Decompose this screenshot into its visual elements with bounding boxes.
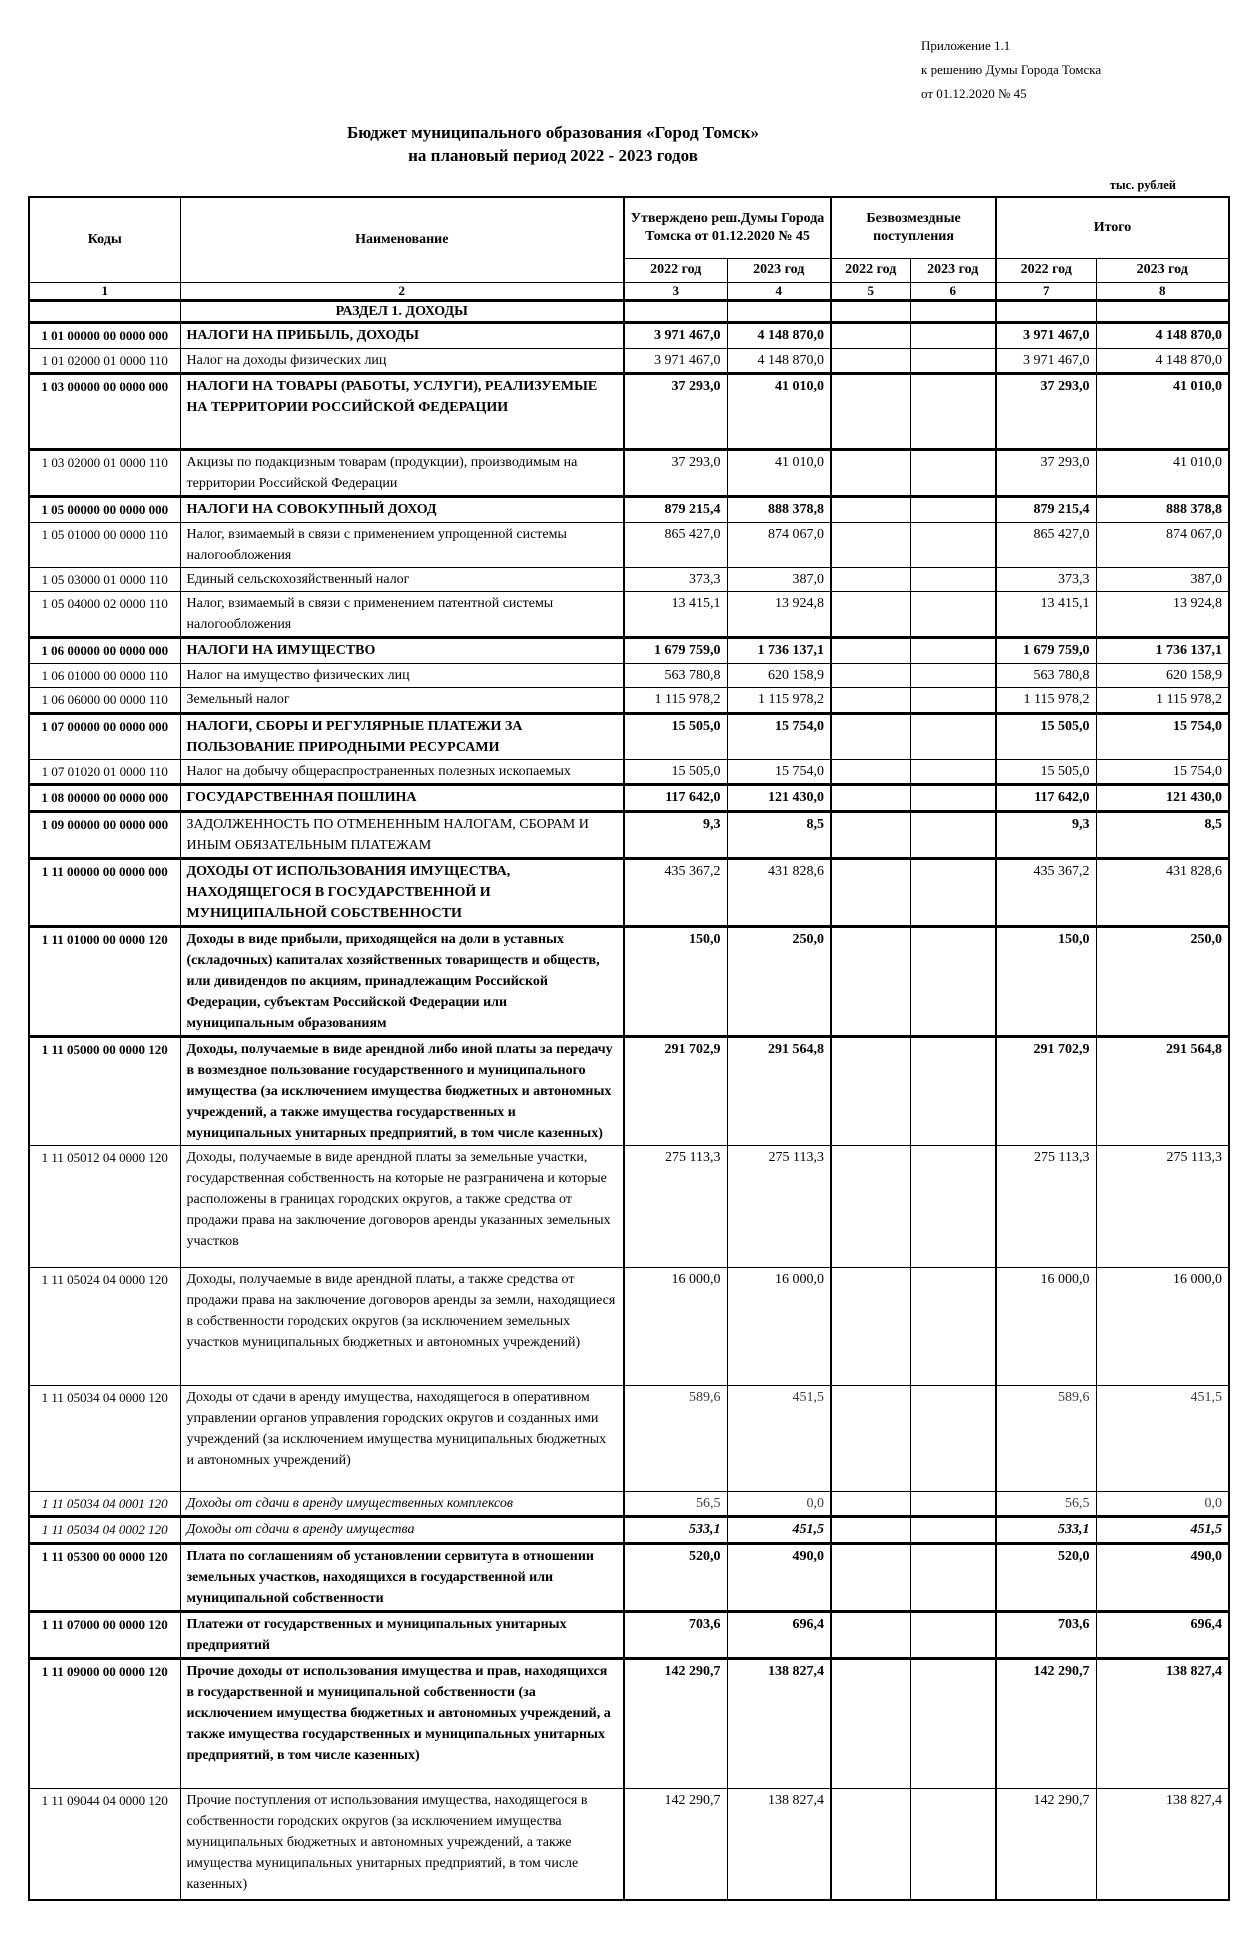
table-row	[29, 858, 1229, 926]
total-2022-cell: 37 293,0	[996, 374, 1096, 450]
total-2023-cell: 888 378,8	[1096, 497, 1229, 523]
gratuitous-2022-cell	[831, 1491, 910, 1517]
approved-2022-cell: 1 115 978,2	[624, 688, 727, 714]
total-2022-cell: 142 290,7	[996, 1788, 1096, 1900]
table-row	[29, 785, 1229, 812]
gratuitous-2022-cell	[831, 1543, 910, 1611]
gratuitous-2023-cell	[910, 1385, 996, 1491]
name-cell: НАЛОГИ НА ТОВАРЫ (РАБОТЫ, УСЛУГИ), РЕАЛИЗУЕМЫЕ НА ТЕРРИТОРИИ РОССИЙСКОЙ ФЕДЕРАЦИИ	[180, 374, 624, 450]
table-row	[29, 638, 1229, 664]
header-name: Наименование	[180, 197, 624, 282]
total-2023-cell: 15 754,0	[1096, 759, 1229, 785]
name-cell: Единый сельскохозяйственный налог	[180, 567, 624, 592]
total-2022-cell: 291 702,9	[996, 1036, 1096, 1145]
total-2023-cell	[1096, 300, 1229, 323]
table-row	[29, 374, 1229, 450]
approved-2023-cell: 15 754,0	[727, 759, 831, 785]
gratuitous-2023-cell	[910, 811, 996, 858]
code-cell: 1 11 00000 00 0000 000	[29, 858, 180, 926]
budget-table	[28, 196, 1230, 1901]
table-row	[29, 1036, 1229, 1145]
document-title-line2: на плановый период 2022 - 2023 годов	[408, 145, 698, 165]
gratuitous-2023-cell	[910, 592, 996, 638]
approved-2022-cell: 117 642,0	[624, 785, 727, 812]
approved-2023-cell: 4 148 870,0	[727, 323, 831, 349]
approved-2023-cell: 4 148 870,0	[727, 348, 831, 374]
gratuitous-2022-cell	[831, 348, 910, 374]
name-cell: ГОСУДАРСТВЕННАЯ ПОШЛИНА	[180, 785, 624, 812]
approved-2022-cell: 291 702,9	[624, 1036, 727, 1145]
gratuitous-2023-cell	[910, 1517, 996, 1544]
total-2022-cell: 3 971 467,0	[996, 323, 1096, 349]
gratuitous-2023-cell	[910, 348, 996, 374]
total-2023-cell: 16 000,0	[1096, 1267, 1229, 1385]
total-2022-cell: 563 780,8	[996, 663, 1096, 688]
table-row	[29, 1491, 1229, 1517]
approved-2023-cell: 41 010,0	[727, 374, 831, 450]
approved-2022-cell: 589,6	[624, 1385, 727, 1491]
code-cell: 1 05 04000 02 0000 110	[29, 592, 180, 638]
total-2023-cell: 4 148 870,0	[1096, 348, 1229, 374]
gratuitous-2023-cell	[910, 663, 996, 688]
table-row	[29, 811, 1229, 858]
code-cell: 1 11 05034 04 0001 120	[29, 1491, 180, 1517]
code-cell	[29, 300, 180, 323]
code-cell: 1 07 00000 00 0000 000	[29, 713, 180, 759]
approved-2023-cell: 291 564,8	[727, 1036, 831, 1145]
total-2023-cell: 15 754,0	[1096, 713, 1229, 759]
approved-2023-cell: 121 430,0	[727, 785, 831, 812]
total-2023-cell: 275 113,3	[1096, 1145, 1229, 1267]
gratuitous-2023-cell	[910, 1788, 996, 1900]
approved-2023-cell: 387,0	[727, 567, 831, 592]
approved-2023-cell: 490,0	[727, 1543, 831, 1611]
gratuitous-2023-cell	[910, 497, 996, 523]
total-2022-cell	[996, 300, 1096, 323]
total-2023-cell: 121 430,0	[1096, 785, 1229, 812]
code-cell: 1 06 01000 00 0000 110	[29, 663, 180, 688]
gratuitous-2022-cell	[831, 497, 910, 523]
column-number: 4	[727, 282, 831, 300]
name-cell: НАЛОГИ НА ПРИБЫЛЬ, ДОХОДЫ	[180, 323, 624, 349]
column-number: 7	[996, 282, 1096, 300]
approved-2023-cell: 888 378,8	[727, 497, 831, 523]
table-row	[29, 348, 1229, 374]
column-number: 2	[180, 282, 624, 300]
name-cell: ЗАДОЛЖЕННОСТЬ ПО ОТМЕНЕННЫМ НАЛОГАМ, СБОРАМ И ИНЫМ ОБЯЗАТЕЛЬНЫМ ПЛАТЕЖАМ	[180, 811, 624, 858]
name-cell: Налог, взимаемый в связи с применением упрощенной системы налогообложения	[180, 522, 624, 567]
gratuitous-2022-cell	[831, 811, 910, 858]
document-title	[28, 122, 1078, 168]
gratuitous-2023-cell	[910, 1658, 996, 1788]
approved-2022-cell	[624, 300, 727, 323]
code-cell: 1 11 01000 00 0000 120	[29, 926, 180, 1036]
approved-2022-cell: 15 505,0	[624, 713, 727, 759]
total-2022-cell: 520,0	[996, 1543, 1096, 1611]
approved-2023-cell: 1 115 978,2	[727, 688, 831, 714]
approved-2022-cell: 150,0	[624, 926, 727, 1036]
gratuitous-2023-cell	[910, 785, 996, 812]
code-cell: 1 11 09044 04 0000 120	[29, 1788, 180, 1900]
approved-2022-cell: 142 290,7	[624, 1788, 727, 1900]
total-2023-cell: 4 148 870,0	[1096, 323, 1229, 349]
table-row	[29, 1543, 1229, 1611]
approved-2023-cell	[727, 300, 831, 323]
name-cell: НАЛОГИ, СБОРЫ И РЕГУЛЯРНЫЕ ПЛАТЕЖИ ЗА ПОЛЬЗОВАНИЕ ПРИРОДНЫМИ РЕСУРСАМИ	[180, 713, 624, 759]
total-2022-cell: 13 415,1	[996, 592, 1096, 638]
gratuitous-2022-cell	[831, 1145, 910, 1267]
name-cell: Прочие поступления от использования имущества, находящегося в собственности городских округов (за исключением имущества муниципальных бюджетных и автономных учреждений, а также имущества муниципальных унитарных предприятий, в том числе казенных)	[180, 1788, 624, 1900]
table-row	[29, 713, 1229, 759]
approved-2022-cell: 275 113,3	[624, 1145, 727, 1267]
gratuitous-2022-cell	[831, 688, 910, 714]
total-2023-cell: 8,5	[1096, 811, 1229, 858]
total-2022-cell: 865 427,0	[996, 522, 1096, 567]
approved-2022-cell: 703,6	[624, 1611, 727, 1658]
total-2022-cell: 1 679 759,0	[996, 638, 1096, 664]
table-row	[29, 1517, 1229, 1544]
name-cell: Доходы, получаемые в виде арендной платы за земельные участки, государственная собственность на которые не разграничена и которые расположены в границах городских округов, а также средства от продажи права на заключение договоров аренды указанных земельных участков	[180, 1145, 624, 1267]
gratuitous-2022-cell	[831, 592, 910, 638]
code-cell: 1 11 05034 04 0000 120	[29, 1385, 180, 1491]
approved-2023-cell: 41 010,0	[727, 450, 831, 497]
total-2022-cell: 3 971 467,0	[996, 348, 1096, 374]
gratuitous-2022-cell	[831, 713, 910, 759]
total-2023-cell: 1 115 978,2	[1096, 688, 1229, 714]
table-row	[29, 592, 1229, 638]
table-row	[29, 323, 1229, 349]
total-2022-cell: 9,3	[996, 811, 1096, 858]
name-cell: Доходы в виде прибыли, приходящейся на доли в уставных (складочных) капиталах хозяйственных товариществ и обществ, или дивидендов по акциям, принадлежащим Российской Федерации, субъектам Российской Федерации или муниципальным образованиям	[180, 926, 624, 1036]
approved-2022-cell: 435 367,2	[624, 858, 727, 926]
header-total-group: Итого	[996, 197, 1229, 259]
gratuitous-2023-cell	[910, 450, 996, 497]
code-cell: 1 11 07000 00 0000 120	[29, 1611, 180, 1658]
name-cell: Налог, взимаемый в связи с применением патентной системы налогообложения	[180, 592, 624, 638]
total-2022-cell: 150,0	[996, 926, 1096, 1036]
header-gratuitous-group: Безвозмездные поступления	[831, 197, 996, 259]
name-cell: Акцизы по подакцизным товарам (продукции), производимым на территории Российской Федерации	[180, 450, 624, 497]
total-2022-cell: 15 505,0	[996, 713, 1096, 759]
approved-2023-cell: 874 067,0	[727, 522, 831, 567]
gratuitous-2023-cell	[910, 567, 996, 592]
total-2023-cell: 431 828,6	[1096, 858, 1229, 926]
name-cell: Налог на имущество физических лиц	[180, 663, 624, 688]
approved-2022-cell: 15 505,0	[624, 759, 727, 785]
total-2022-cell: 373,3	[996, 567, 1096, 592]
total-2022-cell: 117 642,0	[996, 785, 1096, 812]
gratuitous-2023-cell	[910, 374, 996, 450]
gratuitous-2022-cell	[831, 759, 910, 785]
gratuitous-2023-cell	[910, 1543, 996, 1611]
approved-2023-cell: 620 158,9	[727, 663, 831, 688]
section-title: РАЗДЕЛ 1. ДОХОДЫ	[180, 300, 624, 323]
code-cell: 1 06 00000 00 0000 000	[29, 638, 180, 664]
total-2022-cell: 15 505,0	[996, 759, 1096, 785]
units-note: тыс. рублей	[1109, 177, 1176, 192]
approved-2022-cell: 533,1	[624, 1517, 727, 1544]
column-number: 8	[1096, 282, 1229, 300]
code-cell: 1 01 02000 01 0000 110	[29, 348, 180, 374]
column-number: 1	[29, 282, 180, 300]
code-cell: 1 11 05024 04 0000 120	[29, 1267, 180, 1385]
total-2023-cell: 138 827,4	[1096, 1658, 1229, 1788]
total-2023-cell: 138 827,4	[1096, 1788, 1229, 1900]
gratuitous-2023-cell	[910, 1036, 996, 1145]
code-cell: 1 01 00000 00 0000 000	[29, 323, 180, 349]
approved-2023-cell: 275 113,3	[727, 1145, 831, 1267]
table-row	[29, 759, 1229, 785]
gratuitous-2023-cell	[910, 688, 996, 714]
appendix-note-line: Приложение 1.1	[921, 38, 1011, 53]
gratuitous-2023-cell	[910, 522, 996, 567]
section-row	[29, 300, 1229, 323]
approved-2023-cell: 0,0	[727, 1491, 831, 1517]
table-row	[29, 1788, 1229, 1900]
approved-2022-cell: 37 293,0	[624, 450, 727, 497]
name-cell: Доходы от сдачи в аренду имущества	[180, 1517, 624, 1544]
header-codes: Коды	[29, 197, 180, 282]
gratuitous-2022-cell	[831, 1611, 910, 1658]
gratuitous-2022-cell	[831, 300, 910, 323]
approved-2022-cell: 563 780,8	[624, 663, 727, 688]
code-cell: 1 07 01020 01 0000 110	[29, 759, 180, 785]
table-row	[29, 663, 1229, 688]
code-cell: 1 03 02000 01 0000 110	[29, 450, 180, 497]
appendix-note-line: к решению Думы Города Томска	[921, 62, 1102, 77]
gratuitous-2022-cell	[831, 567, 910, 592]
approved-2022-cell: 9,3	[624, 811, 727, 858]
name-cell: Доходы от сдачи в аренду имущества, находящегося в оперативном управлении органов управления городских округов и созданных ими учреждений (за исключением имущества муниципальных бюджетных и автономных учреждений)	[180, 1385, 624, 1491]
name-cell: Налог на добычу общераспространенных полезных ископаемых	[180, 759, 624, 785]
code-cell: 1 11 05034 04 0002 120	[29, 1517, 180, 1544]
total-2023-cell: 620 158,9	[1096, 663, 1229, 688]
total-2022-cell: 275 113,3	[996, 1145, 1096, 1267]
approved-2022-cell: 1 679 759,0	[624, 638, 727, 664]
approved-2023-cell: 1 736 137,1	[727, 638, 831, 664]
code-cell: 1 05 01000 00 0000 110	[29, 522, 180, 567]
table-row	[29, 522, 1229, 567]
table-row	[29, 497, 1229, 523]
name-cell: Земельный налог	[180, 688, 624, 714]
gratuitous-2022-cell	[831, 1788, 910, 1900]
name-cell: НАЛОГИ НА ИМУЩЕСТВО	[180, 638, 624, 664]
gratuitous-2023-cell	[910, 638, 996, 664]
gratuitous-2022-cell	[831, 323, 910, 349]
header-year-total-2023: 2023 год	[1096, 259, 1229, 282]
document-title-line1: Бюджет муниципального образования «Город Томск»	[347, 123, 759, 142]
approved-2023-cell: 250,0	[727, 926, 831, 1036]
total-2022-cell: 56,5	[996, 1491, 1096, 1517]
code-cell: 1 11 05300 00 0000 120	[29, 1543, 180, 1611]
code-cell: 1 05 00000 00 0000 000	[29, 497, 180, 523]
gratuitous-2023-cell	[910, 858, 996, 926]
approved-2023-cell: 696,4	[727, 1611, 831, 1658]
gratuitous-2023-cell	[910, 713, 996, 759]
approved-2022-cell: 865 427,0	[624, 522, 727, 567]
total-2022-cell: 1 115 978,2	[996, 688, 1096, 714]
column-number: 5	[831, 282, 910, 300]
total-2022-cell: 533,1	[996, 1517, 1096, 1544]
code-cell: 1 11 05000 00 0000 120	[29, 1036, 180, 1145]
name-cell: Прочие доходы от использования имущества и прав, находящихся в государственной и муниципальной собственности (за исключением имущества бюджетных и автономных учреждений, а также имущества государственных и муниципальных унитарных предприятий, в том числе казенных)	[180, 1658, 624, 1788]
table-row	[29, 1658, 1229, 1788]
gratuitous-2022-cell	[831, 522, 910, 567]
approved-2022-cell: 142 290,7	[624, 1658, 727, 1788]
gratuitous-2022-cell	[831, 1036, 910, 1145]
total-2023-cell: 291 564,8	[1096, 1036, 1229, 1145]
appendix-note	[921, 34, 1230, 106]
total-2023-cell: 0,0	[1096, 1491, 1229, 1517]
header-year-gratuitous-2023: 2023 год	[910, 259, 996, 282]
total-2023-cell: 451,5	[1096, 1517, 1229, 1544]
total-2023-cell: 490,0	[1096, 1543, 1229, 1611]
gratuitous-2022-cell	[831, 785, 910, 812]
column-number: 3	[624, 282, 727, 300]
code-cell: 1 09 00000 00 0000 000	[29, 811, 180, 858]
total-2023-cell: 696,4	[1096, 1611, 1229, 1658]
name-cell: Плата по соглашениям об установлении сервитута в отношении земельных участков, находящихся в государственной или муниципальной собственности	[180, 1543, 624, 1611]
gratuitous-2022-cell	[831, 858, 910, 926]
name-cell: Доходы от сдачи в аренду имущественных комплексов	[180, 1491, 624, 1517]
total-2022-cell: 589,6	[996, 1385, 1096, 1491]
name-cell: Налог на доходы физических лиц	[180, 348, 624, 374]
approved-2023-cell: 15 754,0	[727, 713, 831, 759]
total-2022-cell: 435 367,2	[996, 858, 1096, 926]
table-row	[29, 1267, 1229, 1385]
approved-2022-cell: 13 415,1	[624, 592, 727, 638]
column-number: 6	[910, 282, 996, 300]
approved-2022-cell: 16 000,0	[624, 1267, 727, 1385]
gratuitous-2022-cell	[831, 450, 910, 497]
approved-2023-cell: 431 828,6	[727, 858, 831, 926]
gratuitous-2023-cell	[910, 1267, 996, 1385]
table-row	[29, 1611, 1229, 1658]
gratuitous-2022-cell	[831, 663, 910, 688]
approved-2023-cell: 451,5	[727, 1385, 831, 1491]
table-row	[29, 567, 1229, 592]
total-2022-cell: 16 000,0	[996, 1267, 1096, 1385]
gratuitous-2023-cell	[910, 1145, 996, 1267]
approved-2023-cell: 138 827,4	[727, 1658, 831, 1788]
total-2022-cell: 37 293,0	[996, 450, 1096, 497]
total-2022-cell: 703,6	[996, 1611, 1096, 1658]
gratuitous-2023-cell	[910, 300, 996, 323]
approved-2022-cell: 3 971 467,0	[624, 323, 727, 349]
total-2022-cell: 879 215,4	[996, 497, 1096, 523]
total-2023-cell: 451,5	[1096, 1385, 1229, 1491]
gratuitous-2022-cell	[831, 1385, 910, 1491]
name-cell: Доходы, получаемые в виде арендной либо иной платы за передачу в возмездное пользование государственного и муниципального имущества (за исключением имущества бюджетных и автономных учреждений, а также имущества государственных и муниципальных унитарных предприятий, в том числе казенных)	[180, 1036, 624, 1145]
total-2023-cell: 1 736 137,1	[1096, 638, 1229, 664]
total-2023-cell: 250,0	[1096, 926, 1229, 1036]
code-cell: 1 06 06000 00 0000 110	[29, 688, 180, 714]
appendix-note-line: от 01.12.2020 № 45	[921, 86, 1027, 101]
code-cell: 1 11 05012 04 0000 120	[29, 1145, 180, 1267]
code-cell: 1 08 00000 00 0000 000	[29, 785, 180, 812]
table-row	[29, 450, 1229, 497]
header-year-approved-2023: 2023 год	[727, 259, 831, 282]
table-row	[29, 1385, 1229, 1491]
code-cell: 1 03 00000 00 0000 000	[29, 374, 180, 450]
gratuitous-2023-cell	[910, 1611, 996, 1658]
total-2023-cell: 41 010,0	[1096, 374, 1229, 450]
approved-2023-cell: 138 827,4	[727, 1788, 831, 1900]
approved-2023-cell: 13 924,8	[727, 592, 831, 638]
code-cell: 1 11 09000 00 0000 120	[29, 1658, 180, 1788]
name-cell: Платежи от государственных и муниципальных унитарных предприятий	[180, 1611, 624, 1658]
approved-2022-cell: 56,5	[624, 1491, 727, 1517]
gratuitous-2022-cell	[831, 638, 910, 664]
table-row	[29, 926, 1229, 1036]
approved-2022-cell: 37 293,0	[624, 374, 727, 450]
approved-2023-cell: 8,5	[727, 811, 831, 858]
total-2023-cell: 387,0	[1096, 567, 1229, 592]
header-year-approved-2022: 2022 год	[624, 259, 727, 282]
gratuitous-2023-cell	[910, 759, 996, 785]
gratuitous-2023-cell	[910, 926, 996, 1036]
total-2023-cell: 874 067,0	[1096, 522, 1229, 567]
table-row	[29, 688, 1229, 714]
approved-2022-cell: 879 215,4	[624, 497, 727, 523]
gratuitous-2022-cell	[831, 1517, 910, 1544]
approved-2022-cell: 3 971 467,0	[624, 348, 727, 374]
gratuitous-2023-cell	[910, 323, 996, 349]
gratuitous-2023-cell	[910, 1491, 996, 1517]
table-row	[29, 1145, 1229, 1267]
gratuitous-2022-cell	[831, 926, 910, 1036]
header-year-total-2022: 2022 год	[996, 259, 1096, 282]
gratuitous-2022-cell	[831, 374, 910, 450]
approved-2022-cell: 373,3	[624, 567, 727, 592]
name-cell: НАЛОГИ НА СОВОКУПНЫЙ ДОХОД	[180, 497, 624, 523]
header-year-gratuitous-2022: 2022 год	[831, 259, 910, 282]
total-2022-cell: 142 290,7	[996, 1658, 1096, 1788]
total-2023-cell: 13 924,8	[1096, 592, 1229, 638]
approved-2023-cell: 16 000,0	[727, 1267, 831, 1385]
name-cell: ДОХОДЫ ОТ ИСПОЛЬЗОВАНИЯ ИМУЩЕСТВА, НАХОДЯЩЕГОСЯ В ГОСУДАРСТВЕННОЙ И МУНИЦИПАЛЬНОЙ СОБСТВЕННОСТИ	[180, 858, 624, 926]
name-cell: Доходы, получаемые в виде арендной платы, а также средства от продажи права на заключение договоров аренды за земли, находящиеся в собственности городских округов (за исключением земельных участков муниципальных бюджетных и автономных учреждений)	[180, 1267, 624, 1385]
total-2023-cell: 41 010,0	[1096, 450, 1229, 497]
gratuitous-2022-cell	[831, 1267, 910, 1385]
header-approved-group: Утверждено реш.Думы Города Томска от 01.12.2020 № 45	[624, 197, 831, 259]
approved-2022-cell: 520,0	[624, 1543, 727, 1611]
gratuitous-2022-cell	[831, 1658, 910, 1788]
code-cell: 1 05 03000 01 0000 110	[29, 567, 180, 592]
approved-2023-cell: 451,5	[727, 1517, 831, 1544]
